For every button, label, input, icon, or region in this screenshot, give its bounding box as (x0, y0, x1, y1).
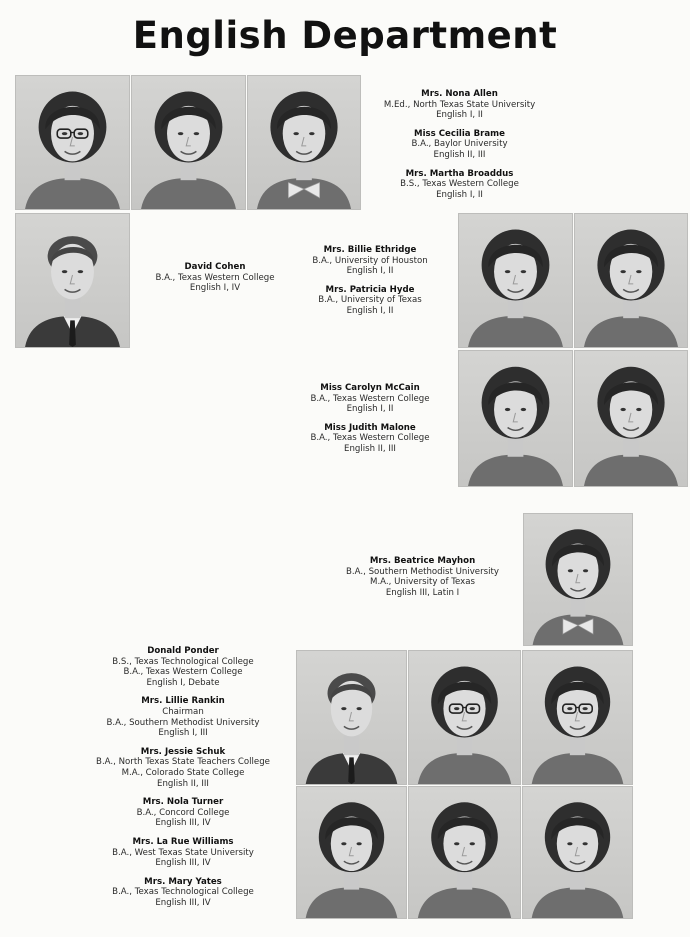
portrait-figure (132, 76, 245, 209)
faculty-detail: English I, III (158, 728, 208, 739)
faculty-entry (78, 877, 288, 909)
portrait-figure (248, 76, 360, 209)
portrait-photo (523, 513, 633, 646)
faculty-detail: Chairman (162, 706, 204, 717)
faculty-entry (78, 837, 288, 869)
portrait-photo (296, 786, 407, 919)
portrait-figure (523, 651, 632, 784)
faculty-entry (78, 747, 288, 789)
portrait-figure (524, 514, 632, 645)
portrait-photo (408, 786, 521, 919)
faculty-detail: B.A., Southern Methodist University (106, 717, 260, 728)
page-title: English Department (132, 14, 558, 57)
caption-block (325, 556, 520, 598)
portrait-photo (296, 650, 407, 785)
portrait-figure (297, 787, 406, 918)
caption-block (372, 89, 547, 200)
portrait-photo (458, 213, 573, 348)
caption-block (135, 262, 295, 294)
portrait-photo (408, 650, 521, 785)
faculty-detail: B.S., Texas Technological College (112, 656, 254, 667)
faculty-entry (290, 285, 450, 317)
faculty-detail: B.A., University of Houston (312, 255, 428, 266)
faculty-name: Mrs. Lillie Rankin (141, 696, 225, 707)
faculty-detail: English I, Debate (146, 677, 220, 688)
faculty-detail: B.A., Texas Technological College (112, 887, 254, 898)
portrait-photo (247, 75, 361, 210)
faculty-detail: English II, III (344, 443, 396, 454)
faculty-name: David Cohen (184, 262, 246, 272)
faculty-name: Miss Judith Malone (324, 422, 416, 433)
portrait-figure (459, 351, 572, 486)
portrait-photo (522, 786, 633, 919)
faculty-detail: B.A., Concord College (136, 807, 230, 818)
faculty-detail: M.A., University of Texas (370, 577, 475, 588)
portrait-figure (16, 76, 129, 209)
faculty-entry (290, 383, 450, 415)
portrait-figure (16, 214, 129, 347)
portrait-photo (458, 350, 573, 487)
faculty-name: Mrs. Beatrice Mayhon (369, 556, 476, 566)
portrait-photo (574, 350, 688, 487)
caption-block (290, 245, 450, 317)
faculty-name: Miss Cecilia Brame (414, 128, 505, 139)
portrait-photo (131, 75, 246, 210)
portrait-figure (575, 351, 687, 486)
faculty-detail: English III, IV (155, 818, 211, 829)
portrait-figure (575, 214, 687, 347)
faculty-detail: B.A., Southern Methodist University (346, 566, 499, 577)
faculty-detail: B.A., Texas Western College (123, 667, 243, 678)
faculty-entry (135, 262, 295, 294)
faculty-name: Mrs. Billie Ethridge (323, 245, 417, 255)
faculty-detail: B.A., Baylor University (411, 139, 508, 150)
faculty-detail: English I, II (346, 404, 394, 415)
faculty-detail: B.S., Texas Western College (400, 179, 519, 190)
faculty-detail: English I, II (436, 110, 483, 121)
faculty-name: Mrs. Mary Yates (144, 876, 222, 887)
faculty-entry (290, 245, 450, 277)
portrait-figure (409, 651, 520, 784)
faculty-detail: English I, II (436, 189, 483, 200)
faculty-detail: English II, III (157, 778, 209, 789)
faculty-entry (372, 169, 547, 201)
faculty-entry (78, 797, 288, 829)
faculty-detail: English III, IV (155, 897, 211, 908)
faculty-entry (78, 696, 288, 738)
faculty-name: Mrs. Jessie Schuk (140, 746, 226, 757)
portrait-figure (409, 787, 520, 918)
faculty-detail: M.Ed., North Texas State University (383, 99, 536, 110)
faculty-entry (372, 129, 547, 161)
faculty-entry (290, 423, 450, 455)
faculty-name: Miss Carolyn McCain (320, 383, 420, 393)
portrait-photo (574, 213, 688, 348)
faculty-detail: B.A., Texas Western College (310, 393, 430, 404)
portrait-photo (15, 75, 130, 210)
portrait-photo (15, 213, 130, 348)
faculty-entry (372, 89, 547, 121)
faculty-name: Donald Ponder (147, 646, 219, 656)
faculty-detail: English I, IV (189, 283, 241, 294)
faculty-name: Mrs. Martha Broaddus (405, 168, 514, 179)
portrait-figure (523, 787, 632, 918)
faculty-detail: B.A., North Texas State Teachers College (96, 757, 270, 768)
caption-block (290, 383, 450, 455)
faculty-detail: B.A., Texas Western College (310, 433, 430, 444)
portrait-figure (459, 214, 572, 347)
faculty-detail: English I, II (346, 266, 394, 277)
faculty-name: Mrs. Nola Turner (142, 797, 224, 808)
faculty-detail: M.A., Colorado State College (121, 767, 245, 778)
faculty-name: Mrs. Patricia Hyde (325, 284, 415, 295)
faculty-detail: B.A., University of Texas (318, 295, 422, 306)
caption-block (78, 646, 288, 908)
faculty-detail: English III, Latin I (385, 587, 460, 598)
faculty-name: Mrs. Nona Allen (421, 89, 498, 99)
faculty-name: Mrs. La Rue Williams (132, 836, 234, 847)
portrait-figure (297, 651, 406, 784)
faculty-detail: English II, III (433, 149, 486, 160)
faculty-detail: English III, IV (155, 858, 211, 869)
faculty-entry (78, 646, 288, 688)
faculty-detail: B.A., Texas Western College (155, 272, 275, 283)
faculty-detail: English I, II (346, 305, 394, 316)
faculty-detail: B.A., West Texas State University (112, 847, 254, 858)
portrait-photo (522, 650, 633, 785)
faculty-entry (325, 556, 520, 598)
